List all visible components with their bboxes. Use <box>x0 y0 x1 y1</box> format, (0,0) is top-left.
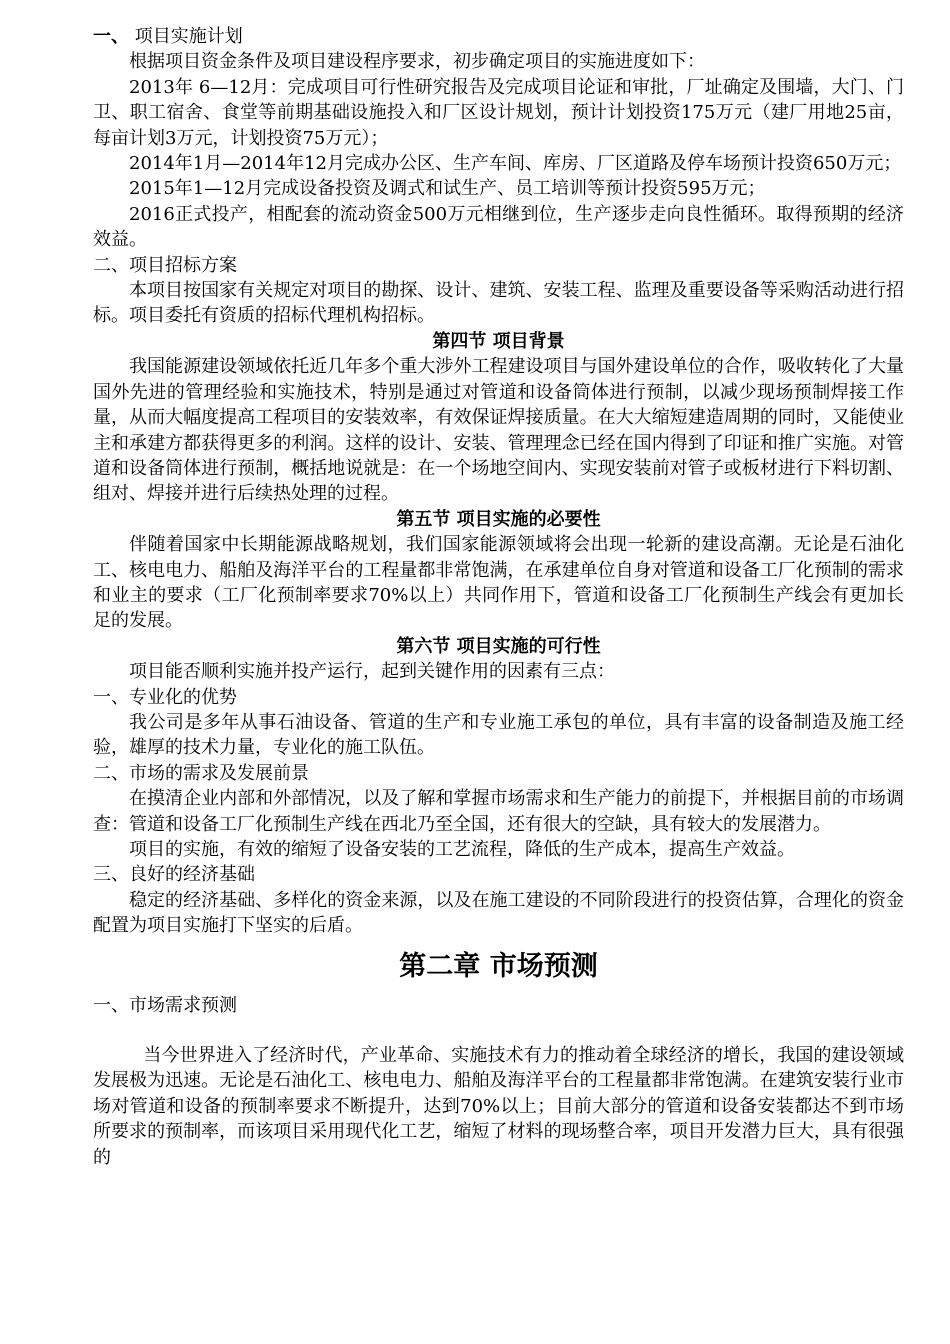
blank-line <box>93 1018 904 1043</box>
heading-text: 项目实施计划 <box>129 26 243 47</box>
section-title-background: 第四节 项目背景 <box>432 330 565 352</box>
paragraph-schedule-2013: 2013年 6—12月：完成项目可行性研究报告及完成项目论证和审批，厂址确定及围墙，大门、门卫、职工宿舍、食堂等前期基础设施投入和厂区设计规划，预计计划投资175万元（建厂用地25亩，每亩计划3万元，计划投资75万元）； <box>93 76 904 149</box>
section-title-necessity: 第五节 项目实施的必要性 <box>396 508 601 530</box>
heading-bidding-plan: 二、项目招标方案 <box>93 254 237 276</box>
section-title-feasibility: 第六节 项目实施的可行性 <box>396 635 601 657</box>
paragraph-schedule-2014: 2014年1月—2014年12月完成办公区、生产车间、库房、厂区道路及停车场预计投资650万元； <box>129 153 902 175</box>
paragraph-necessity: 伴随着国家中长期能源战略规划，我们国家能源领域将会出现一轮新的建设高潮。无论是石油化工、核电电力、船舶及海洋平台的工程量都非常饱满，在承建单位自身对管道和设备工厂化预制的需求和业主的要求（工厂化预制率要求70%以上）共同作用下，管道和设备工厂化预制生产线会有更加长足的发展。 <box>93 534 904 632</box>
heading-specialization: 一、专业化的优势 <box>93 686 237 708</box>
paragraph-market-forecast: 当今世界进入了经济时代，产业革命、实施技术有力的推动着全球经济的增长，我国的建设领域发展极为迅速。无论是石油化工、核电电力、船舶及海洋平台的工程量都非常饱满。在建筑安装行业市场对管道和设备的预制率要求不断提升，达到70%以上；目前大部分的管道和设备安装都达不到市场所要求的预制率，而该项目采用现代化工艺，缩短了材料的现场整合率，项目开发潜力巨大，具有很强的 <box>93 1045 904 1168</box>
paragraph-bidding: 本项目按国家有关规定对项目的勘探、设计、建筑、安装工程、监理及重要设备等采购活动进行招标。项目委托有资质的招标代理机构招标。 <box>93 280 904 327</box>
paragraph-feasibility-intro: 项目能否顺利实施并投产运行，起到关键作用的因素有三点： <box>129 661 615 683</box>
paragraph-economic-basis: 稳定的经济基础、多样化的资金来源，以及在施工建设的不同阶段进行的投资估算，合理化的资金配置为项目实施打下坚实的后盾。 <box>93 889 904 937</box>
heading-implementation-plan <box>93 24 904 49</box>
paragraph-schedule-intro: 根据项目资金条件及项目建设程序要求，初步确定项目的实施进度如下： <box>129 51 705 73</box>
heading-economic-basis: 三、良好的经济基础 <box>93 864 255 886</box>
heading-number: 一、 <box>93 26 129 47</box>
paragraph-background: 我国能源建设领域依托近几年多个重大涉外工程建设项目与国外建设单位的合作，吸收转化了大量国外先进的管理经验和实施技术，特别是通过对管道和设备筒体进行预制，以减少现场预制焊接工作量，从而大幅度提高工程项目的安装效率，有效保证焊接质量。在大大缩短建造周期的同时，又能使业主和承建方都获得更多的利润。这样的设计、安装、管理理念已经在国内得到了印证和推广实施。对管道和设备筒体进行预制，概括地说就是：在一个场地空间内、实现安装前对管子或板材进行下料切割、组对、焊接并进行后续热处理的过程。 <box>93 356 904 505</box>
paragraph-project-benefit: 项目的实施，有效的缩短了设备安装的工艺流程，降低的生产成本，提高生产效益。 <box>129 839 795 860</box>
chapter-title-market-forecast: 第二章 市场预测 <box>399 950 598 982</box>
heading-market-demand-forecast: 一、市场需求预测 <box>93 994 237 1016</box>
heading-market-demand: 二、市场的需求及发展前景 <box>93 762 309 784</box>
paragraph-schedule-2016: 2016正式投产，相配套的流动资金500万元相继到位，生产逐步走向良性循环。取得预期的经济效益。 <box>93 203 904 251</box>
paragraph-market-survey: 在摸清企业内部和外部情况，以及了解和掌握市场需求和生产能力的前提下，并根据目前的市场调查：管道和设备工厂化预制生产线在西北乃至全国，还有很大的空缺，具有较大的发展潜力。 <box>93 788 904 835</box>
paragraph-specialization: 我公司是多年从事石油设备、管道的生产和专业施工承包的单位，具有丰富的设备制造及施工经验，雄厚的技术力量，专业化的施工队伍。 <box>93 711 904 759</box>
paragraph-schedule-2015: 2015年1—12月完成设备投资及调式和试生产、员工培训等预计投资595万元； <box>129 178 766 200</box>
